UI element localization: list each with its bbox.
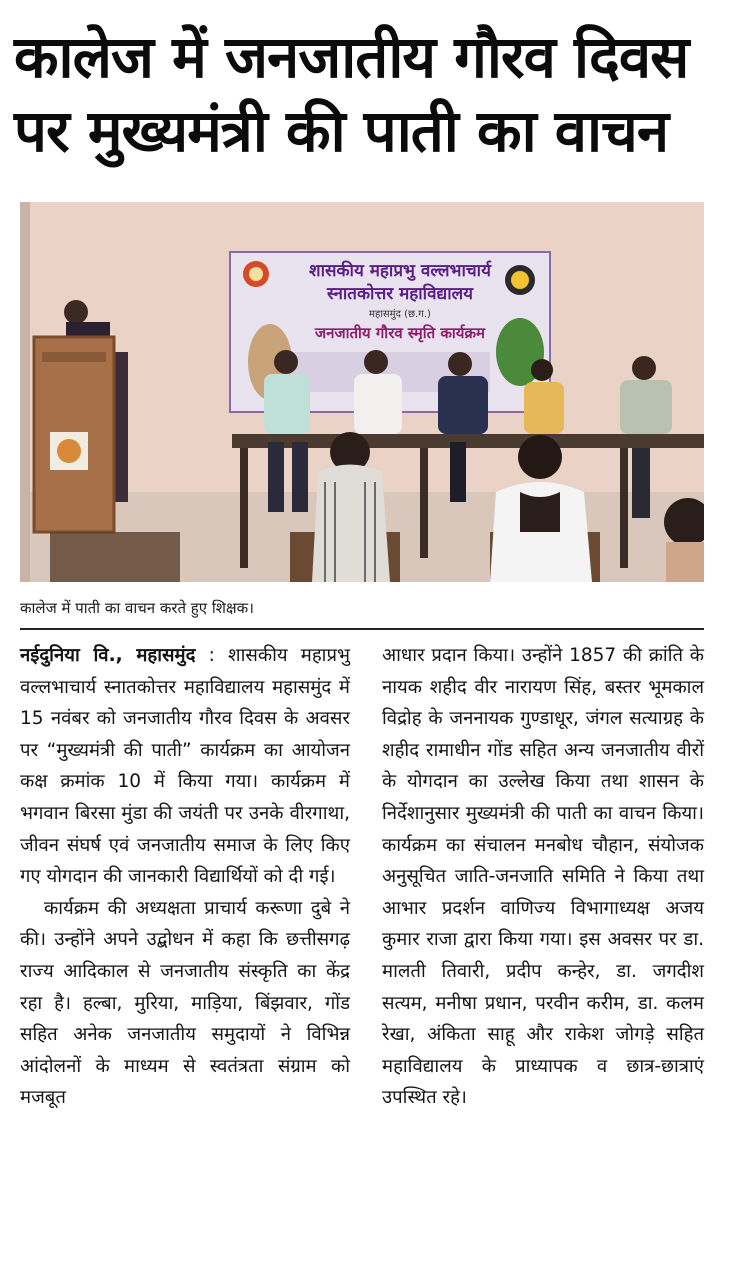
divider <box>20 628 704 630</box>
article-paragraph-1 <box>20 640 350 893</box>
article-column-left <box>20 640 350 1114</box>
headline <box>14 20 720 168</box>
headline-line-1: कालेज में जनजातीय गौरव दिवस <box>14 23 689 91</box>
article-paragraph-1-text: शासकीय महाप्रभु वल्लभाचार्य स्नातकोत्तर महाविद्यालय महासमुंद में 15 नवंबर को जनजातीय गौरव दिवस के अवसर पर “मुख्यमंत्री की पाती” कार्यक्रम का आयोजन कक्ष क्रमांक 10 में किया गया। कार्यक्रम में भगवान बिरसा मुंडा की जयंती पर उनके वीरगाथा, जीवन संघर्ष एवं जनजातीय समाज के लिए किए गए योगदान की जानकारी विद्यार्थियों को दी गई। <box>20 645 350 888</box>
article-paragraph-3: आधार प्रदान किया। उन्होंने 1857 की क्रांति के नायक शहीद वीर नारायण सिंह, बस्तर भूमकाल विद्रोह के जननायक गुण्डाधूर, जंगल सत्याग्रह के शहीद रामाधीन गोंड सहित अन्य जनजातीय वीरों के योगदान का उल्लेख किया तथा शासन के निर्देशानुसार मुख्यमंत्री की पाती का वाचन किया। कार्यक्रम का संचालन मनबोध चौहान, संयोजक अनुसूचित जाति-जनजाति समिति ने किया तथा आभार प्रदर्शन वाणिज्य विभागाध्यक्ष अजय कुमार राजा द्वारा किया गया। इस अवसर पर डा. मालती तिवारी, प्रदीप कन्हेर, डा. जगदीश सत्यम, मनीषा प्रधान, परवीन करीम, डा. कलम रेखा, अंकिता साहू और राकेश जोगड़े सहित महाविद्यालय के प्राध्यापक व छात्र-छात्राएं उपस्थित रहे। <box>382 645 704 1109</box>
event-photo-illustration <box>20 202 704 582</box>
headline-line-2: पर मुख्यमंत्री की पाती का वाचन <box>14 97 669 165</box>
news-photo <box>20 202 704 582</box>
banner-line-1: शासकीय महाप्रभु वल्लभाचार्य <box>309 261 491 281</box>
banner-line-2: स्नातकोत्तर महाविद्यालय <box>326 284 474 304</box>
article-column-right <box>382 640 704 1114</box>
dateline: नईदुनिया वि., महासमुंद <box>20 645 196 666</box>
banner-line-4: जनजातीय गौरव स्मृति कार्यक्रम <box>315 324 485 342</box>
article-paragraph-2: कार्यक्रम की अध्यक्षता प्राचार्य करूणा दुबे ने की। उन्होंने अपने उद्बोधन में कहा कि छत्तीसगढ़ राज्य आदिकाल से जनजातीय संस्कृति का केंद्र रहा है। हल्बा, मुरिया, माड़िया, बिंझवार, गोंड सहित अनेक जनजातीय समुदायों ने विभिन्न आंदोलनों के माध्यम से स्वतंत्रता संग्राम को मजबूत <box>20 897 350 1109</box>
dateline-separator: : <box>195 645 228 666</box>
photo-caption: कालेज में पाती का वाचन करते हुए शिक्षक। <box>20 599 254 617</box>
banner-line-3: महासमुंद (छ.ग.) <box>369 309 431 320</box>
